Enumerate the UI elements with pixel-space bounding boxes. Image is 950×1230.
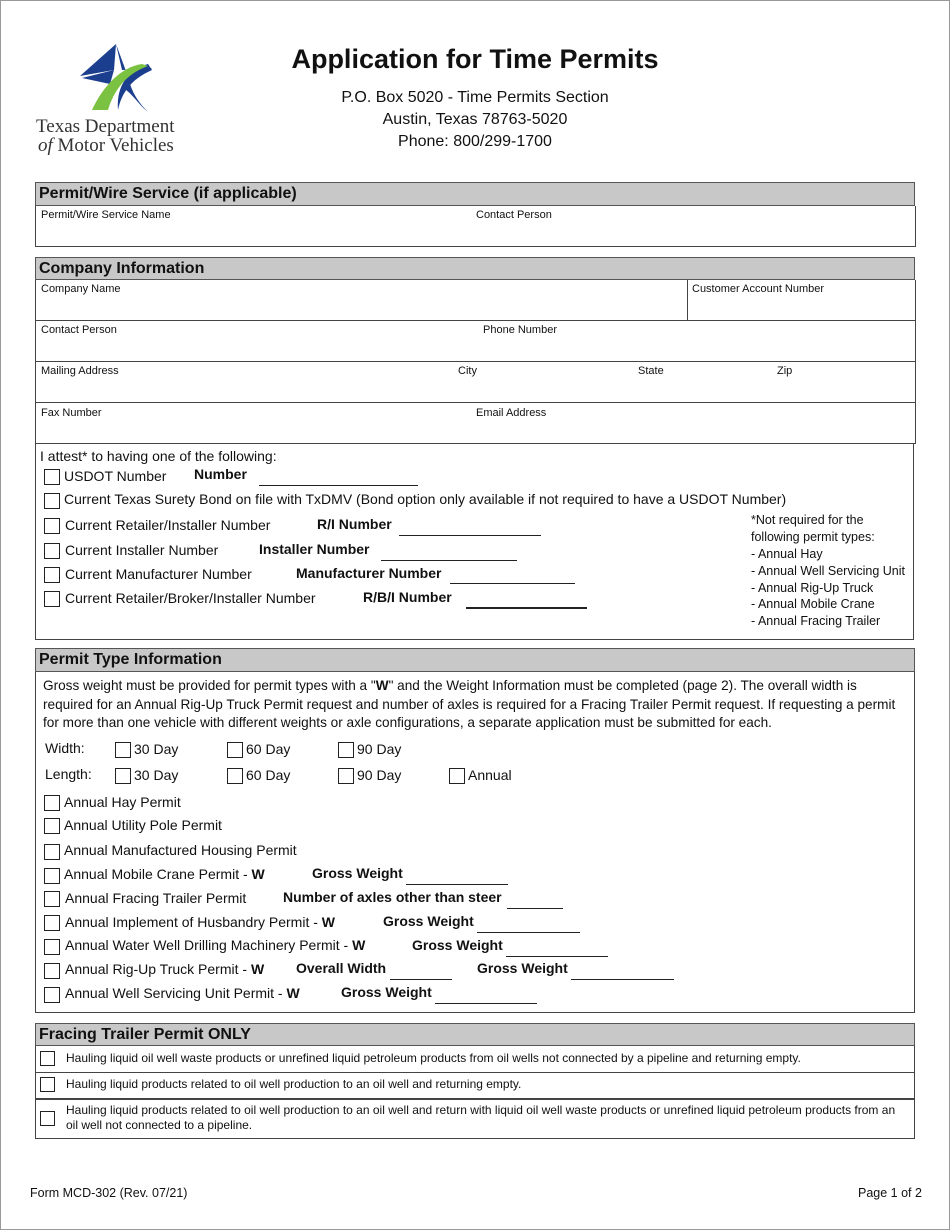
fracing-option1-label: Hauling liquid oil well waste products or unrefined liquid petroleum products from oil wells not connected by a pipeline and returning empty. [66,1051,801,1065]
water-well-w: W [352,937,366,953]
axles-label: Number of axles other than steer [283,889,502,905]
water-well-gross-weight-field[interactable] [506,956,608,957]
water-well-gross-weight-label: Gross Weight [412,937,503,953]
axles-field[interactable] [507,908,563,909]
usdot-number-label: Number [194,466,247,482]
wire-service-name-label: Permit/Wire Service Name [41,209,171,221]
email-address-label: Email Address [476,407,547,419]
logo-text-of: of [38,135,53,156]
company-row1-line [35,320,916,321]
well-servicing-label [65,985,300,1001]
rbi-label: Current Retailer/Broker/Installer Number [65,590,316,606]
company-name-field[interactable] [40,297,680,318]
not-required-item: - Annual Well Servicing Unit [751,564,906,578]
mobile-crane-label [64,866,265,882]
installer-checkbox[interactable] [44,543,60,559]
fracing-option2-label: Hauling liquid products related to oil well production to an oil well and returning empty. [66,1077,522,1091]
length-90-day-checkbox[interactable] [338,768,354,784]
permit-type-header: Permit Type Information [35,648,915,672]
phone-number-field[interactable] [481,338,911,359]
logo-text-line1: Texas Department [36,116,175,137]
phone-number-label: Phone Number [483,324,557,336]
instructions-part2: " and the Weight Information must be completed (page 2). The overall width is required for an Annual Rig-Up Truck Permit request and number of axles is required for a Fracing Trailer Permit request. If requesting a permit for more than one vehicle with different weights or axle configurations, a separate application must be submitted for each. [43,678,896,730]
company-contact-field[interactable] [40,338,476,359]
instructions-part1: Gross weight must be provided for permit types with a " [43,678,376,693]
retailer-installer-label: Current Retailer/Installer Number [65,517,271,533]
account-number-label: Customer Account Number [692,283,825,295]
manufacturer-label: Current Manufacturer Number [65,566,252,582]
mobile-crane-checkbox[interactable] [44,868,60,884]
city-label: City [458,365,477,377]
permit-type-instructions [43,677,909,733]
manufactured-housing-label: Annual Manufactured Housing Permit [64,842,297,858]
width-30-day-checkbox[interactable] [115,742,131,758]
fracing-option2-checkbox[interactable] [40,1077,55,1092]
wire-service-name-field[interactable] [40,223,470,245]
overall-width-label: Overall Width [296,960,387,976]
husbandry-label [65,914,335,930]
rig-up-truck-label [65,961,264,977]
husbandry-text: Annual Implement of Husbandry Permit - [65,914,322,930]
company-header: Company Information [35,257,915,280]
manufactured-housing-checkbox[interactable] [44,844,60,860]
page-number: Page 1 of 2 [858,1186,922,1200]
address-line1: P.O. Box 5020 - Time Permits Section [341,89,609,106]
width-90-day-label: 90 Day [357,741,402,757]
wire-service-header: Permit/Wire Service (if applicable) [35,182,915,206]
account-divider [687,280,688,320]
company-name-label: Company Name [41,283,121,295]
crane-gross-weight-label: Gross Weight [312,865,403,881]
fracing-trailer-label: Annual Fracing Trailer Permit [65,890,247,906]
retailer-installer-checkbox[interactable] [44,518,60,534]
company-contact-label: Contact Person [41,324,117,336]
fax-number-label: Fax Number [41,407,102,419]
not-required-note-title: *Not required for the [751,513,864,527]
fracing-trailer-checkbox[interactable] [44,891,60,907]
husbandry-w: W [321,914,335,930]
well-servicing-gross-weight-field[interactable] [435,1003,537,1004]
manufacturer-checkbox[interactable] [44,567,60,583]
ri-number-field[interactable] [399,535,541,536]
rbi-checkbox[interactable] [44,591,60,607]
length-30-day-checkbox[interactable] [115,768,131,784]
usdot-checkbox[interactable] [44,469,60,485]
surety-bond-label: Current Texas Surety Bond on file with TxDMV (Bond option only available if not required to have a USDOT Number) [64,491,787,507]
rbi-number-label: R/B/I Number [363,589,452,605]
mobile-crane-w: W [251,866,265,882]
page-title: Application for Time Permits [291,44,659,74]
length-annual-label: Annual [468,767,512,783]
utility-pole-label: Annual Utility Pole Permit [64,817,222,833]
well-servicing-text: Annual Well Servicing Unit Permit - [65,985,287,1001]
rig-up-truck-text: Annual Rig-Up Truck Permit - [65,961,251,977]
water-well-label [65,937,365,953]
rbi-number-field[interactable] [466,607,587,609]
state-field[interactable] [636,379,770,400]
company-right-border [915,280,916,444]
well-servicing-gross-weight-label: Gross Weight [341,984,432,1000]
width-60-day-label: 60 Day [246,741,291,757]
not-required-item: - Annual Rig-Up Truck [751,581,874,595]
rig-up-gross-weight-label: Gross Weight [477,960,568,976]
not-required-item: - Annual Mobile Crane [751,597,875,611]
husbandry-checkbox[interactable] [44,915,60,931]
installer-number-label: Installer Number [259,541,370,557]
fracing-row1-line [35,1072,915,1073]
zip-label: Zip [777,365,793,377]
fracing-option1-checkbox[interactable] [40,1051,55,1066]
width-30-day-label: 30 Day [134,741,179,757]
address-line2: Austin, Texas 78763-5020 [382,111,568,128]
wire-contact-field[interactable] [474,223,912,245]
length-60-day-label: 60 Day [246,767,291,783]
manufacturer-number-field[interactable] [450,583,575,584]
zip-field[interactable] [775,379,911,400]
surety-bond-checkbox[interactable] [44,493,60,509]
fax-number-field[interactable] [40,421,470,441]
rig-up-gross-weight-field[interactable] [571,979,674,980]
ri-number-label: R/I Number [317,516,392,532]
manufacturer-number-label: Manufacturer Number [296,565,442,581]
utility-pole-checkbox[interactable] [44,818,60,834]
not-required-item: - Annual Fracing Trailer [751,614,881,628]
length-60-day-checkbox[interactable] [227,768,243,784]
length-annual-checkbox[interactable] [449,768,465,784]
length-label: Length: [45,766,92,782]
form-id: Form MCD-302 (Rev. 07/21) [30,1186,188,1200]
usdot-number-field[interactable] [259,485,418,486]
company-row2-line [35,361,916,362]
fracing-option3-checkbox[interactable] [40,1111,55,1126]
wire-contact-label: Contact Person [476,209,552,221]
not-required-note-line2: following permit types: [751,530,875,544]
husbandry-gross-weight-label: Gross Weight [383,913,474,929]
water-well-checkbox[interactable] [44,939,60,955]
husbandry-gross-weight-field[interactable] [477,932,580,933]
usdot-label: USDOT Number [64,468,167,484]
rig-up-truck-checkbox[interactable] [44,963,60,979]
mobile-crane-text: Annual Mobile Crane Permit - [64,866,252,882]
star-logo-icon [30,40,210,118]
installer-number-field[interactable] [381,560,517,561]
company-row3-line [35,402,916,403]
rig-up-truck-w: W [250,961,265,977]
instructions-w: W [375,678,389,693]
width-label: Width: [45,740,85,756]
mailing-address-label: Mailing Address [41,365,119,377]
fracing-only-header: Fracing Trailer Permit ONLY [35,1023,915,1046]
hay-permit-label: Annual Hay Permit [64,794,181,810]
water-well-text: Annual Water Well Drilling Machinery Permit - [65,937,353,953]
state-label: State [638,365,664,377]
width-90-day-checkbox[interactable] [338,742,354,758]
mailing-address-field[interactable] [40,379,450,400]
crane-gross-weight-field[interactable] [406,884,508,885]
length-30-day-label: 30 Day [134,767,179,783]
not-required-item: - Annual Hay [751,547,823,561]
installer-label: Current Installer Number [65,542,219,558]
city-field[interactable] [456,379,632,400]
hay-permit-checkbox[interactable] [44,795,60,811]
account-number-field[interactable] [691,297,911,318]
fracing-row2-line [35,1098,915,1100]
phone-line: Phone: 800/299-1700 [398,133,552,150]
email-address-field[interactable] [474,421,911,441]
logo-text-line2 [38,135,174,157]
well-servicing-checkbox[interactable] [44,987,60,1003]
fracing-option3-label: Hauling liquid products related to oil well production to an oil well and return with liquid oil well waste products or unrefined liquid petroleum products from an oil well not connected to a pipeline. [66,1103,896,1132]
well-servicing-w: W [286,985,300,1001]
width-60-day-checkbox[interactable] [227,742,243,758]
logo-text-motor: Motor Vehicles [57,135,174,156]
length-90-day-label: 90 Day [357,767,402,783]
overall-width-field[interactable] [390,979,452,980]
txdmv-logo [30,40,210,158]
attest-intro: I attest* to having one of the following: [40,448,277,464]
company-left-border [35,280,36,444]
